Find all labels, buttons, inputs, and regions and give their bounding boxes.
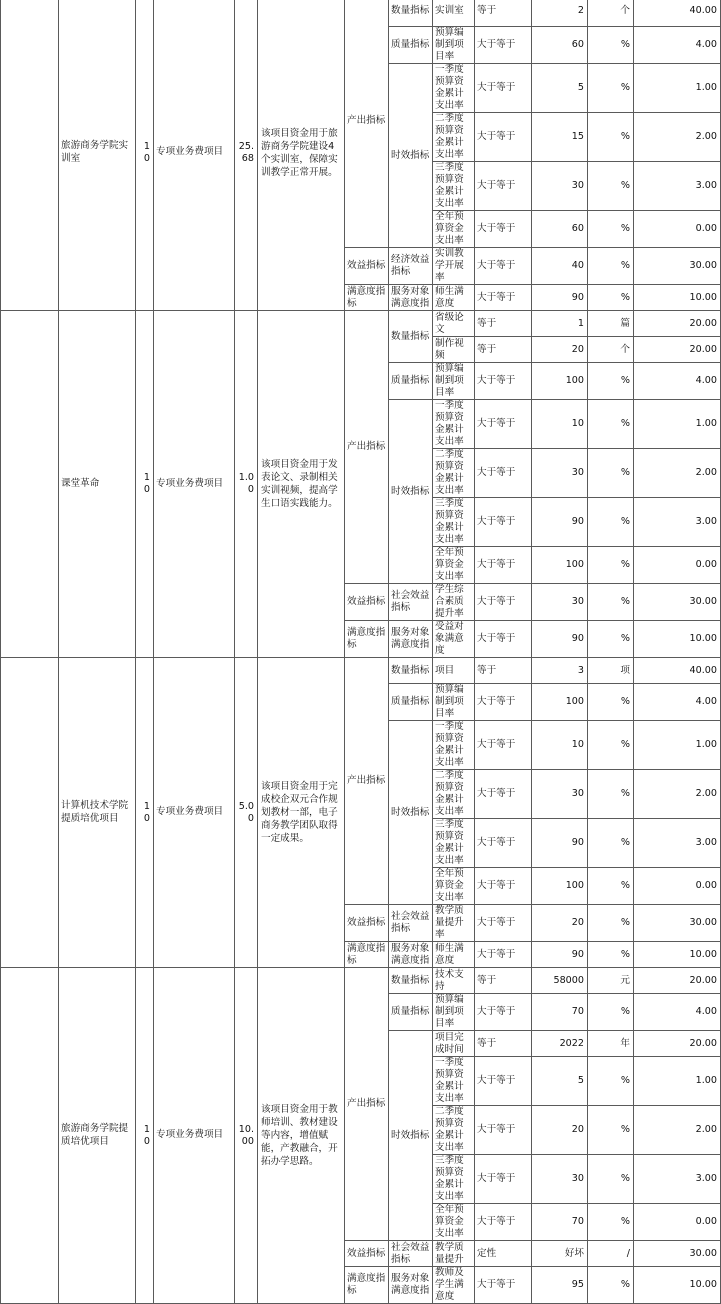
indicator-operator: 大于等于: [475, 994, 532, 1031]
indicator-unit: %: [588, 819, 634, 868]
indicator-value: 15: [532, 113, 588, 162]
project-name: 计算机技术学院提质培优项目: [59, 658, 136, 968]
indicator-unit: %: [588, 211, 634, 248]
indicator-level3: 预算编制到项目率: [433, 994, 475, 1031]
indicator-value: 90: [532, 621, 588, 658]
indicator-value: 70: [532, 1204, 588, 1241]
indicator-value: 100: [532, 868, 588, 905]
indicator-level3: 学生综合素质提升率: [433, 584, 475, 621]
indicator-level2: 社会效益指标: [389, 1241, 433, 1267]
indicator-weight: 30.00: [634, 905, 721, 942]
blank-cell: [1, 968, 59, 1304]
indicator-level2: 服务对象满意度指: [389, 285, 433, 311]
indicator-unit: 个: [588, 337, 634, 363]
project-score: 10: [136, 311, 154, 658]
indicator-weight: 0.00: [634, 547, 721, 584]
indicator-level3: 全年预算资金支出率: [433, 547, 475, 584]
indicator-operator: 等于: [475, 968, 532, 994]
indicator-weight: 3.00: [634, 1155, 721, 1204]
indicator-unit: %: [588, 770, 634, 819]
indicator-unit: %: [588, 1057, 634, 1106]
indicator-level3: 一季度预算资金累计支出率: [433, 721, 475, 770]
indicator-unit: %: [588, 113, 634, 162]
indicator-unit: %: [588, 584, 634, 621]
indicator-operator: 大于等于: [475, 113, 532, 162]
indicator-value: 好坏: [532, 1241, 588, 1267]
indicator-weight: 0.00: [634, 868, 721, 905]
indicator-level1: 效益指标: [345, 584, 389, 621]
indicator-weight: 2.00: [634, 1106, 721, 1155]
indicator-unit: %: [588, 64, 634, 113]
indicator-level3: 二季度预算资金累计支出率: [433, 770, 475, 819]
indicator-value: 30: [532, 770, 588, 819]
indicator-weight: 4.00: [634, 684, 721, 721]
indicator-operator: 大于等于: [475, 498, 532, 547]
indicator-weight: 3.00: [634, 498, 721, 547]
indicator-value: 100: [532, 363, 588, 400]
indicator-weight: 10.00: [634, 1267, 721, 1304]
indicator-unit: 元: [588, 968, 634, 994]
indicator-operator: 大于等于: [475, 248, 532, 285]
project-score: 10: [136, 968, 154, 1304]
indicator-level2: 时效指标: [389, 400, 433, 584]
indicator-level3: 全年预算资金支出率: [433, 1204, 475, 1241]
indicator-level3: 二季度预算资金累计支出率: [433, 449, 475, 498]
indicator-level1: 效益指标: [345, 1241, 389, 1267]
indicator-level1: 满意度指标: [345, 285, 389, 311]
indicator-operator: 大于等于: [475, 1267, 532, 1304]
indicator-operator: 大于等于: [475, 211, 532, 248]
indicator-level2: 数量指标: [389, 311, 433, 363]
indicator-weight: 0.00: [634, 1204, 721, 1241]
indicator-unit: %: [588, 1155, 634, 1204]
indicator-weight: 30.00: [634, 248, 721, 285]
indicator-level3: 预算编制到项目率: [433, 363, 475, 400]
indicator-level3: 技术支持: [433, 968, 475, 994]
indicator-weight: 20.00: [634, 1031, 721, 1057]
indicator-operator: 大于等于: [475, 27, 532, 64]
indicator-level3: 省级论文: [433, 311, 475, 337]
indicator-value: 2: [532, 0, 588, 27]
indicator-operator: 大于等于: [475, 942, 532, 968]
project-name: 旅游商务学院实训室: [59, 0, 136, 311]
indicator-value: 40: [532, 248, 588, 285]
indicator-weight: 4.00: [634, 27, 721, 64]
indicator-unit: 年: [588, 1031, 634, 1057]
table-row: [1, 968, 721, 994]
table-row: [1, 311, 721, 337]
indicator-unit: /: [588, 1241, 634, 1267]
indicator-level2: 服务对象满意度指: [389, 621, 433, 658]
indicator-unit: %: [588, 994, 634, 1031]
indicator-value: 100: [532, 684, 588, 721]
indicator-level1: 产出指标: [345, 311, 389, 584]
indicator-operator: 大于等于: [475, 905, 532, 942]
indicator-level2: 经济效益指标: [389, 248, 433, 285]
indicator-level3: 教学质量提升率: [433, 905, 475, 942]
indicator-level2: 服务对象满意度指: [389, 942, 433, 968]
indicator-weight: 20.00: [634, 968, 721, 994]
indicator-operator: 等于: [475, 337, 532, 363]
indicator-level2: 质量指标: [389, 994, 433, 1031]
indicator-operator: 大于等于: [475, 584, 532, 621]
indicator-unit: %: [588, 1204, 634, 1241]
indicator-level3: 二季度预算资金累计支出率: [433, 113, 475, 162]
indicator-unit: %: [588, 27, 634, 64]
project-category: 专项业务费项目: [154, 968, 235, 1304]
indicator-level3: 全年预算资金支出率: [433, 211, 475, 248]
indicator-unit: %: [588, 400, 634, 449]
indicator-level2: 数量指标: [389, 968, 433, 994]
indicator-operator: 大于等于: [475, 819, 532, 868]
indicator-level2: 时效指标: [389, 721, 433, 905]
indicator-level2: 质量指标: [389, 684, 433, 721]
project-description: 该项目资金用于发表论文、录制相关实训视频，提高学生口语实践能力。: [258, 311, 345, 658]
indicator-value: 3: [532, 658, 588, 684]
project-category: 专项业务费项目: [154, 0, 235, 311]
indicator-weight: 3.00: [634, 162, 721, 211]
indicator-level3: 三季度预算资金累计支出率: [433, 162, 475, 211]
indicator-unit: 篇: [588, 311, 634, 337]
project-description: 该项目资金用于旅游商务学院建设4个实训室，保障实训教学正常开展。: [258, 0, 345, 311]
project-category: 专项业务费项目: [154, 658, 235, 968]
indicator-weight: 1.00: [634, 64, 721, 113]
indicator-unit: %: [588, 1106, 634, 1155]
indicator-value: 10: [532, 400, 588, 449]
indicator-level3: 实训室: [433, 0, 475, 27]
project-description: 该项目资金用于完成校企双元合作规划教材一部，电子商务教学团队取得一定成果。: [258, 658, 345, 968]
blank-cell: [1, 0, 59, 311]
indicator-weight: 1.00: [634, 721, 721, 770]
indicator-level3: 预算编制到项目率: [433, 684, 475, 721]
blank-cell: [1, 658, 59, 968]
indicator-unit: %: [588, 721, 634, 770]
indicator-level2: 社会效益指标: [389, 905, 433, 942]
indicator-weight: 2.00: [634, 770, 721, 819]
indicator-operator: 大于等于: [475, 721, 532, 770]
indicator-value: 90: [532, 285, 588, 311]
indicator-unit: %: [588, 162, 634, 211]
table-row: [1, 0, 721, 27]
indicator-level3: 教学质量提升: [433, 1241, 475, 1267]
indicator-weight: 3.00: [634, 819, 721, 868]
indicator-weight: 40.00: [634, 658, 721, 684]
project-description: 该项目资金用于教师培训、教材建设等内容，增值赋能，产教融合，开拓办学思路。: [258, 968, 345, 1304]
indicator-unit: %: [588, 449, 634, 498]
indicator-unit: %: [588, 684, 634, 721]
indicator-unit: %: [588, 547, 634, 584]
indicator-level3: 三季度预算资金累计支出率: [433, 819, 475, 868]
indicator-level3: 三季度预算资金累计支出率: [433, 498, 475, 547]
indicator-weight: 2.00: [634, 113, 721, 162]
indicator-level3: 项目: [433, 658, 475, 684]
indicator-level1: 产出指标: [345, 658, 389, 905]
project-amount: 25.68: [235, 0, 258, 311]
indicator-operator: 大于等于: [475, 621, 532, 658]
indicator-operator: 大于等于: [475, 1155, 532, 1204]
indicator-level2: 服务对象满意度指: [389, 1267, 433, 1304]
indicator-operator: 大于等于: [475, 1057, 532, 1106]
indicator-operator: 大于等于: [475, 684, 532, 721]
indicator-unit: %: [588, 363, 634, 400]
indicator-value: 90: [532, 942, 588, 968]
indicator-level2: 质量指标: [389, 363, 433, 400]
indicator-level2: 时效指标: [389, 1031, 433, 1241]
indicator-operator: 大于等于: [475, 449, 532, 498]
indicator-value: 5: [532, 64, 588, 113]
indicator-level1: 满意度指标: [345, 942, 389, 968]
indicator-unit: %: [588, 621, 634, 658]
indicator-operator: 等于: [475, 311, 532, 337]
indicator-level3: 师生满意度: [433, 942, 475, 968]
indicator-weight: 10.00: [634, 285, 721, 311]
indicator-unit: %: [588, 1267, 634, 1304]
blank-cell: [1, 311, 59, 658]
indicator-unit: %: [588, 868, 634, 905]
project-name: 课堂革命: [59, 311, 136, 658]
indicator-unit: 个: [588, 0, 634, 27]
indicator-operator: 大于等于: [475, 547, 532, 584]
indicator-value: 90: [532, 819, 588, 868]
indicator-level3: 全年预算资金支出率: [433, 868, 475, 905]
project-amount: 5.00: [235, 658, 258, 968]
indicator-weight: 40.00: [634, 0, 721, 27]
project-category: 专项业务费项目: [154, 311, 235, 658]
indicator-operator: 大于等于: [475, 400, 532, 449]
indicator-level3: 二季度预算资金累计支出率: [433, 1106, 475, 1155]
indicator-level1: 效益指标: [345, 248, 389, 285]
indicator-level1: 满意度指标: [345, 621, 389, 658]
indicator-value: 60: [532, 211, 588, 248]
indicator-operator: 大于等于: [475, 64, 532, 113]
indicator-level1: 效益指标: [345, 905, 389, 942]
indicator-level3: 一季度预算资金累计支出率: [433, 400, 475, 449]
indicator-operator: 大于等于: [475, 285, 532, 311]
indicator-operator: 大于等于: [475, 868, 532, 905]
indicator-level3: 预算编制到项目率: [433, 27, 475, 64]
indicator-weight: 4.00: [634, 994, 721, 1031]
indicator-weight: 2.00: [634, 449, 721, 498]
indicator-value: 30: [532, 584, 588, 621]
indicator-weight: 10.00: [634, 942, 721, 968]
indicator-weight: 1.00: [634, 1057, 721, 1106]
indicator-value: 5: [532, 1057, 588, 1106]
project-name: 旅游商务学院提质培优项目: [59, 968, 136, 1304]
project-amount: 1.00: [235, 311, 258, 658]
indicator-level3: 一季度预算资金累计支出率: [433, 1057, 475, 1106]
indicator-level3: 一季度预算资金累计支出率: [433, 64, 475, 113]
indicator-level2: 质量指标: [389, 27, 433, 64]
indicator-value: 30: [532, 162, 588, 211]
project-score: 10: [136, 658, 154, 968]
indicator-operator: 大于等于: [475, 363, 532, 400]
indicator-unit: %: [588, 285, 634, 311]
indicator-value: 90: [532, 498, 588, 547]
indicator-value: 100: [532, 547, 588, 584]
indicator-value: 70: [532, 994, 588, 1031]
indicator-level3: 教师及学生满意度: [433, 1267, 475, 1304]
indicator-level2: 时效指标: [389, 64, 433, 248]
indicator-operator: 等于: [475, 0, 532, 27]
indicator-weight: 30.00: [634, 584, 721, 621]
indicator-weight: 1.00: [634, 400, 721, 449]
indicator-value: 20: [532, 1106, 588, 1155]
indicator-unit: 项: [588, 658, 634, 684]
indicator-weight: 0.00: [634, 211, 721, 248]
indicator-value: 60: [532, 27, 588, 64]
indicator-operator: 大于等于: [475, 770, 532, 819]
indicator-level2: 数量指标: [389, 658, 433, 684]
indicator-weight: 10.00: [634, 621, 721, 658]
project-amount: 10.00: [235, 968, 258, 1304]
indicator-value: 20: [532, 337, 588, 363]
indicator-value: 30: [532, 449, 588, 498]
indicator-operator: 等于: [475, 1031, 532, 1057]
indicator-level3: 制作视频: [433, 337, 475, 363]
indicator-operator: 大于等于: [475, 1106, 532, 1155]
indicator-level3: 受益对象满意度: [433, 621, 475, 658]
indicator-value: 10: [532, 721, 588, 770]
indicator-level1: 产出指标: [345, 0, 389, 248]
indicator-weight: 30.00: [634, 1241, 721, 1267]
indicator-operator: 等于: [475, 658, 532, 684]
indicator-operator: 大于等于: [475, 1204, 532, 1241]
project-score: 10: [136, 0, 154, 311]
indicator-value: 95: [532, 1267, 588, 1304]
indicator-level1: 产出指标: [345, 968, 389, 1241]
indicator-operator: 大于等于: [475, 162, 532, 211]
indicator-value: 20: [532, 905, 588, 942]
indicator-unit: %: [588, 498, 634, 547]
indicator-unit: %: [588, 248, 634, 285]
indicator-weight: 4.00: [634, 363, 721, 400]
indicator-unit: %: [588, 942, 634, 968]
indicator-level2: 数量指标: [389, 0, 433, 27]
indicator-operator: 定性: [475, 1241, 532, 1267]
indicator-value: 1: [532, 311, 588, 337]
indicator-level1: 满意度指标: [345, 1267, 389, 1304]
indicator-value: 2022: [532, 1031, 588, 1057]
indicator-level3: 师生满意度: [433, 285, 475, 311]
indicator-level3: 项目完成时间: [433, 1031, 475, 1057]
indicator-weight: 20.00: [634, 311, 721, 337]
indicator-weight: 20.00: [634, 337, 721, 363]
indicator-value: 58000: [532, 968, 588, 994]
indicator-level3: 三季度预算资金累计支出率: [433, 1155, 475, 1204]
indicator-level3: 实训教学开展率: [433, 248, 475, 285]
indicator-unit: %: [588, 905, 634, 942]
indicator-level2: 社会效益指标: [389, 584, 433, 621]
table-row: [1, 658, 721, 684]
indicator-value: 30: [532, 1155, 588, 1204]
